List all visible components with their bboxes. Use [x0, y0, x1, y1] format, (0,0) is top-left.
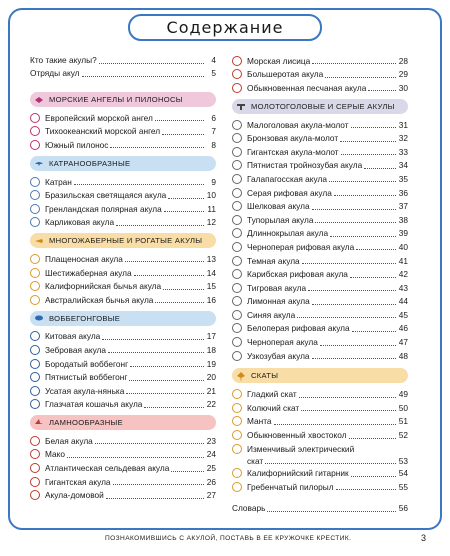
- entry-page: 19: [206, 358, 216, 369]
- entry-label: Атлантическая сельдевая акула: [45, 463, 170, 474]
- toc-entry[interactable]: [30, 357, 216, 371]
- toc-entry[interactable]: [232, 387, 408, 401]
- title-box: [128, 14, 322, 41]
- toc-entry[interactable]: [232, 172, 408, 186]
- entry-page: 9: [211, 176, 216, 187]
- checkbox-circle[interactable]: [30, 490, 40, 500]
- toc-entry[interactable]: [30, 370, 216, 384]
- dot-leader: [267, 505, 396, 512]
- checkbox-circle[interactable]: [232, 468, 242, 478]
- checkbox-circle[interactable]: [232, 416, 242, 426]
- toc-entry[interactable]: [30, 448, 216, 462]
- section-title: СКАТЫ: [251, 371, 279, 381]
- toc-entry[interactable]: [232, 186, 408, 200]
- dot-leader: [116, 219, 204, 226]
- section-title: МОРСКИЕ АНГЕЛЫ И ПИЛОНОСЫ: [49, 95, 183, 104]
- entry-label: Изменчивый электрический: [247, 443, 355, 454]
- dot-leader: [312, 352, 396, 359]
- dot-leader: [351, 470, 396, 477]
- entry-page: 11: [207, 203, 216, 214]
- dot-leader: [320, 339, 396, 346]
- entry-label: Бородатый воббегонг: [45, 358, 129, 369]
- dot-leader: [168, 192, 204, 199]
- dot-leader: [308, 284, 396, 291]
- entry-label: Отряды акул: [30, 68, 80, 78]
- entry-page: 7: [211, 126, 216, 137]
- entry-page: 23: [206, 435, 216, 446]
- dot-leader: [113, 478, 204, 485]
- checkbox-circle[interactable]: [30, 113, 40, 123]
- section-header-rays: [232, 368, 408, 383]
- entry-page: 15: [206, 281, 216, 292]
- dot-leader: [329, 175, 396, 182]
- entry-page: 24: [206, 449, 216, 460]
- entry-page: 22: [206, 399, 216, 410]
- section-header-wobbegong: [30, 311, 216, 326]
- entry-page: 36: [398, 187, 408, 198]
- dot-leader: [299, 391, 396, 398]
- entry-page: 26: [206, 476, 216, 487]
- entry-page: 10: [206, 190, 216, 201]
- entry-page: 28: [398, 55, 408, 66]
- entry-label: Тихоокеанский морской ангел: [45, 126, 161, 137]
- entry-page: 27: [206, 490, 216, 501]
- dot-leader: [274, 418, 396, 425]
- checkbox-circle[interactable]: [30, 177, 40, 187]
- right-column: [232, 54, 408, 515]
- ray-icon: [236, 371, 246, 381]
- entry-label: Китовая акула: [45, 331, 101, 342]
- dot-leader: [99, 57, 204, 64]
- toc-entry[interactable]: [30, 475, 216, 489]
- toc-entry[interactable]: [232, 401, 408, 415]
- toc-entry[interactable]: [30, 54, 216, 67]
- dot-leader: [155, 114, 204, 121]
- entry-page: 35: [398, 173, 408, 184]
- checkbox-circle[interactable]: [30, 140, 40, 150]
- entry-label: Австралийская бычья акула: [45, 294, 154, 305]
- entry-label: Белоперая рифовая акула: [247, 323, 350, 334]
- dot-leader: [95, 437, 204, 444]
- toc-entry[interactable]: [232, 54, 408, 68]
- dot-leader: [106, 492, 204, 499]
- dot-leader: [171, 465, 204, 472]
- dot-leader: [351, 121, 396, 128]
- dot-leader: [108, 346, 204, 353]
- checkbox-circle[interactable]: [232, 147, 242, 157]
- entry-label: Лимонная акула: [247, 296, 310, 307]
- dot-leader: [162, 128, 204, 135]
- entry-page: 41: [398, 255, 408, 266]
- entry-page: 55: [398, 481, 408, 492]
- dot-leader: [334, 189, 396, 196]
- dot-leader: [129, 374, 204, 381]
- dot-leader: [325, 71, 396, 78]
- section-title: ВОББЕГОНГОВЫЕ: [49, 313, 121, 323]
- page-title: Содержание: [166, 18, 284, 37]
- entry-label: Катран: [45, 176, 72, 187]
- checkbox-circle[interactable]: [232, 389, 242, 399]
- entry-page: 30: [398, 82, 408, 93]
- checkbox-circle[interactable]: [232, 188, 242, 198]
- toc-entry[interactable]: [30, 384, 216, 398]
- toc-entry[interactable]: [30, 330, 216, 344]
- toc-entry[interactable]: [232, 295, 408, 309]
- checkbox-circle[interactable]: [30, 463, 40, 473]
- entry-label: Белая акула: [45, 435, 93, 446]
- toc-entry[interactable]: [30, 266, 216, 280]
- entry-page: 50: [398, 402, 408, 413]
- section-title: ЛАМНООБРАЗНЫЕ: [49, 418, 123, 428]
- dot-leader: [163, 283, 204, 290]
- entry-label: Обыкновенный хвостокол: [247, 430, 347, 441]
- entry-label: Колючий скат: [247, 402, 300, 413]
- dot-leader: [356, 243, 396, 250]
- checkbox-circle[interactable]: [30, 386, 40, 396]
- dot-leader: [265, 457, 396, 464]
- checkbox-circle[interactable]: [232, 160, 242, 170]
- toc-entry[interactable]: [30, 293, 216, 307]
- entry-label: Черноперая акула: [247, 337, 318, 348]
- entry-label: Европейский морской ангел: [45, 112, 153, 123]
- entry-page: 5: [211, 68, 216, 78]
- section-header-angels: [30, 92, 216, 107]
- toc-entry[interactable]: [232, 466, 408, 480]
- entry-page: 12: [206, 217, 216, 228]
- toc-entry[interactable]: [30, 252, 216, 266]
- dot-leader: [102, 333, 204, 340]
- checkbox-circle[interactable]: [232, 242, 242, 252]
- dot-leader: [125, 255, 204, 262]
- entry-label: Тигровая акула: [247, 282, 307, 293]
- entry-page: 25: [206, 463, 216, 474]
- entry-page: 32: [398, 133, 408, 144]
- dot-leader: [302, 257, 396, 264]
- entry-page: 45: [398, 309, 408, 320]
- dot-leader: [110, 141, 204, 148]
- entry-label: Гигантская акула-молот: [247, 146, 339, 157]
- checkbox-circle[interactable]: [30, 281, 40, 291]
- entry-page: 14: [206, 267, 216, 278]
- checkbox-circle[interactable]: [232, 283, 242, 293]
- entry-label: Длиннокрылая акула: [247, 228, 329, 239]
- section-header-katran: [30, 156, 216, 171]
- checkbox-circle[interactable]: [232, 201, 242, 211]
- toc-entry[interactable]: [232, 415, 408, 429]
- section-title: МНОГОЖАБЕРНЫЕ И РОГАТЫЕ АКУЛЫ: [49, 236, 203, 246]
- entry-page: 44: [398, 296, 408, 307]
- entry-page: 52: [398, 430, 408, 441]
- dot-leader: [368, 84, 396, 91]
- checkbox-circle[interactable]: [232, 56, 242, 66]
- entry-label: Акула-домовой: [45, 490, 104, 501]
- toc-entry[interactable]: [232, 227, 408, 241]
- toc-entry[interactable]: [30, 202, 216, 216]
- entry-label: Зебровая акула: [45, 344, 106, 355]
- toc-entry[interactable]: [30, 67, 216, 80]
- entry-page: 13: [206, 253, 216, 264]
- dot-leader: [352, 325, 396, 332]
- entry-page: 40: [398, 241, 408, 252]
- dot-leader: [301, 404, 396, 411]
- entry-page: 31: [398, 119, 408, 130]
- dot-leader: [364, 162, 396, 169]
- toc-entry[interactable]: [232, 81, 408, 95]
- checkbox-circle[interactable]: [232, 323, 242, 333]
- checkbox-circle[interactable]: [232, 133, 242, 143]
- toc-entry[interactable]: [30, 488, 216, 502]
- angel-shark-icon: [34, 95, 44, 105]
- lamna-shark-icon: [34, 418, 44, 428]
- entry-page: 51: [398, 416, 408, 427]
- toc-entry[interactable]: [232, 428, 408, 442]
- entry-page: 38: [398, 214, 408, 225]
- hammerhead-shark-icon: [236, 101, 246, 111]
- checkbox-circle[interactable]: [232, 83, 242, 93]
- toc-entry[interactable]: [30, 461, 216, 475]
- entry-page: 49: [398, 389, 408, 400]
- toc-entry-continuation: [232, 455, 408, 466]
- entry-label: Карибская рифовая акула: [247, 269, 348, 280]
- toc-entry[interactable]: [30, 279, 216, 293]
- entry-label: Плащеносная акула: [45, 253, 123, 264]
- toc-entry[interactable]: [30, 434, 216, 448]
- entry-label: Калифорнийская бычья акула: [45, 281, 162, 292]
- dot-leader: [164, 205, 204, 212]
- entry-page: 4: [211, 55, 216, 65]
- entry-label: Тупорылая акула: [247, 214, 314, 225]
- entry-page: 54: [398, 468, 408, 479]
- toc-entry[interactable]: [232, 308, 408, 322]
- entry-page: 20: [206, 372, 216, 383]
- entry-page: 53: [398, 455, 408, 466]
- toc-entry[interactable]: [30, 175, 216, 189]
- checkbox-circle[interactable]: [232, 69, 242, 79]
- left-column: [30, 54, 216, 502]
- entry-page: 34: [398, 160, 408, 171]
- entry-label: Пятнистая тройнозубая акула: [247, 160, 363, 171]
- entry-page: 46: [398, 323, 408, 334]
- entry-label: Пятнистый воббегонг: [45, 372, 128, 383]
- entry-page: 43: [398, 282, 408, 293]
- entry-label: скат: [247, 455, 264, 466]
- toc-entry[interactable]: [232, 267, 408, 281]
- entry-label: Кто такие акулы?: [30, 55, 97, 65]
- dot-leader: [312, 57, 396, 64]
- toc-entry[interactable]: [232, 240, 408, 254]
- entry-page: 8: [211, 139, 216, 150]
- dot-leader: [297, 311, 396, 318]
- entry-label: Бронзовая акула-молот: [247, 133, 339, 144]
- checkbox-circle[interactable]: [30, 190, 40, 200]
- section-header-hammerhead: [232, 99, 408, 114]
- entry-label: Глазчатая кошачья акула: [45, 399, 143, 410]
- toc-entry[interactable]: [232, 199, 408, 213]
- entry-label: Словарь: [232, 502, 266, 513]
- checkbox-circle[interactable]: [30, 126, 40, 136]
- toc-entry[interactable]: [232, 281, 408, 295]
- wobbegong-shark-icon: [34, 313, 44, 323]
- entry-label: Южный пилонос: [45, 139, 109, 150]
- checkbox-circle[interactable]: [232, 310, 242, 320]
- entry-label: Шелковая акула: [247, 201, 310, 212]
- dot-leader: [82, 70, 204, 77]
- toc-entry[interactable]: [232, 159, 408, 173]
- entry-page: 6: [211, 112, 216, 123]
- katran-shark-icon: [34, 158, 44, 168]
- dot-leader: [330, 230, 396, 237]
- checkbox-circle[interactable]: [30, 254, 40, 264]
- entry-page: 42: [398, 269, 408, 280]
- entry-label: Серая рифовая акула: [247, 187, 332, 198]
- toc-entry[interactable]: [30, 138, 216, 152]
- section-title: МОЛОТОГОЛОВЫЕ И СЕРЫЕ АКУЛЫ: [251, 101, 395, 111]
- toc-entry[interactable]: [232, 68, 408, 82]
- checkbox-circle[interactable]: [30, 204, 40, 214]
- checkbox-circle[interactable]: [30, 399, 40, 409]
- page-number: 3: [421, 533, 427, 543]
- dot-leader: [350, 271, 396, 278]
- checkbox-circle[interactable]: [232, 296, 242, 306]
- dot-leader: [134, 269, 204, 276]
- entry-label: Гренландская полярная акула: [45, 203, 162, 214]
- toc-entry[interactable]: [30, 111, 216, 125]
- entry-label: Гигантская акула: [45, 476, 111, 487]
- section-header-lamna: [30, 415, 216, 430]
- checkbox-circle[interactable]: [232, 174, 242, 184]
- checkbox-circle[interactable]: [30, 477, 40, 487]
- toc-entry[interactable]: [232, 335, 408, 349]
- entry-label: Узкозубая акула: [247, 350, 310, 361]
- entry-label: Морская лисица: [247, 55, 311, 66]
- dot-leader: [312, 203, 396, 210]
- entry-label: Гладкий скат: [247, 389, 297, 400]
- toc-entry[interactable]: [30, 216, 216, 230]
- entry-label: Калифорнийский гитарник: [247, 468, 349, 479]
- checkbox-circle[interactable]: [30, 372, 40, 382]
- checkbox-circle[interactable]: [30, 268, 40, 278]
- checkbox-circle[interactable]: [232, 256, 242, 266]
- entry-page: 18: [206, 344, 216, 355]
- checkbox-circle[interactable]: [30, 217, 40, 227]
- entry-label: Карликовая акула: [45, 217, 115, 228]
- toc-entry[interactable]: [232, 480, 408, 494]
- toc-entry[interactable]: [30, 188, 216, 202]
- entry-label: Гребенчатый пилорыл: [247, 481, 334, 492]
- checkbox-circle[interactable]: [232, 430, 242, 440]
- entry-label: Большеротая акула: [247, 69, 324, 80]
- toc-entry[interactable]: [232, 131, 408, 145]
- checkbox-circle[interactable]: [232, 215, 242, 225]
- section-header-horn: [30, 233, 216, 248]
- dot-leader: [126, 387, 204, 394]
- dot-leader: [340, 135, 396, 142]
- entry-label: Манта: [247, 416, 272, 427]
- entry-page: 33: [398, 146, 408, 157]
- checkbox-circle[interactable]: [30, 359, 40, 369]
- dot-leader: [312, 298, 396, 305]
- toc-entry-glossary[interactable]: [232, 502, 408, 515]
- entry-label: Бразильская светящаяся акула: [45, 190, 167, 201]
- toc-entry[interactable]: [232, 254, 408, 268]
- checkbox-circle[interactable]: [232, 269, 242, 279]
- section-title: КАТРАНООБРАЗНЫЕ: [49, 158, 131, 168]
- entry-page: 47: [398, 337, 408, 348]
- entry-label: Малоголовая акула-молот: [247, 119, 349, 130]
- checkbox-circle[interactable]: [232, 482, 242, 492]
- entry-label: Галапагосская акула: [247, 173, 327, 184]
- toc-entry[interactable]: [232, 349, 408, 363]
- entry-label: Черноперая рифовая акула: [247, 241, 355, 252]
- toc-entry[interactable]: [30, 398, 216, 412]
- checkbox-circle[interactable]: [232, 120, 242, 130]
- entry-page: 21: [206, 385, 216, 396]
- toc-entry[interactable]: [232, 442, 408, 456]
- entry-label: Обыкновенная песчаная акула: [247, 82, 367, 93]
- checkbox-circle[interactable]: [232, 337, 242, 347]
- entry-page: 37: [398, 201, 408, 212]
- dot-leader: [67, 451, 204, 458]
- entry-page: 16: [206, 294, 216, 305]
- entry-page: 29: [398, 69, 408, 80]
- entry-page: 48: [398, 350, 408, 361]
- entry-page: 56: [398, 502, 408, 513]
- entry-label: Мако: [45, 449, 65, 460]
- dot-leader: [315, 216, 396, 223]
- checkbox-circle[interactable]: [30, 331, 40, 341]
- entry-label: Усатая акула-нянька: [45, 385, 125, 396]
- dot-leader: [130, 360, 204, 367]
- dot-leader: [144, 401, 204, 408]
- footer-instruction: ПОЗНАКОМИВШИСЬ С АКУЛОЙ, ПОСТАВЬ В ЕЕ КРУЖОЧКЕ КРЕСТИК.: [105, 535, 352, 542]
- checkbox-circle[interactable]: [232, 351, 242, 361]
- entry-page: 17: [206, 331, 216, 342]
- toc-entry[interactable]: [30, 343, 216, 357]
- toc-entry[interactable]: [232, 118, 408, 132]
- checkbox-circle[interactable]: [30, 436, 40, 446]
- toc-entry[interactable]: [232, 213, 408, 227]
- checkbox-circle[interactable]: [232, 403, 242, 413]
- entry-label: Синяя акула: [247, 309, 296, 320]
- entry-page: 39: [398, 228, 408, 239]
- horn-shark-icon: [34, 236, 44, 246]
- toc-entry[interactable]: [232, 322, 408, 336]
- entry-label: Шестижаберная акула: [45, 267, 132, 278]
- checkbox-circle[interactable]: [30, 345, 40, 355]
- dot-leader: [74, 178, 204, 185]
- checkbox-circle[interactable]: [30, 295, 40, 305]
- checkbox-circle[interactable]: [232, 228, 242, 238]
- checkbox-circle[interactable]: [232, 444, 242, 454]
- dot-leader: [155, 296, 204, 303]
- toc-entry[interactable]: [232, 145, 408, 159]
- dot-leader: [341, 148, 396, 155]
- checkbox-circle[interactable]: [30, 449, 40, 459]
- entry-label: Темная акула: [247, 255, 300, 266]
- dot-leader: [349, 432, 396, 439]
- toc-entry[interactable]: [30, 125, 216, 139]
- dot-leader: [336, 483, 396, 490]
